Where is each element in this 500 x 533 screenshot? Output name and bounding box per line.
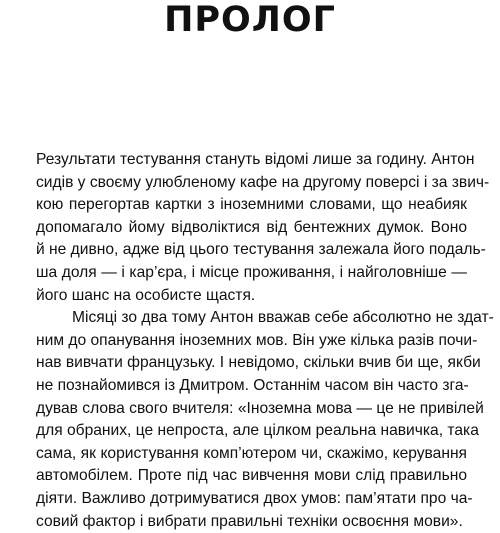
paragraph-1 — [36, 149, 467, 307]
text-line: сидів у своєму улюбленому кафе на другому поверсі і за звич- — [36, 172, 467, 195]
text-line: Місяці зо два тому Антон вважав себе абсолютно не здат- — [36, 307, 467, 330]
text-line: допомагало йому відволіктися від бентежних думок. Воно — [36, 217, 467, 240]
text-line: нав вивчати французьку. І невідомо, скільки вчив би ще, якби — [36, 352, 467, 375]
text-line: совий фактор і вибрати правильні техніки освоєння мови». — [36, 511, 467, 533]
text-line: автомобілем. Проте під час вивчення мови слід правильно — [36, 465, 467, 488]
text-line: сама, як користування комп’ютером чи, скажімо, керування — [36, 443, 467, 466]
text-line: ша доля — і кар’єра, і місце проживання, і найголовніше — — [36, 262, 467, 285]
text-line: кою перегортав картки з іноземними словами, що неабияк — [36, 194, 467, 217]
text-line: дував слова свого вчителя: «Іноземна мова — це не привілей — [36, 398, 467, 421]
body-text — [36, 149, 467, 533]
text-line: діяти. Важливо дотримуватися двох умов: пам’ятати про ча- — [36, 488, 467, 511]
text-line: ним до опанування іноземних мов. Він уже кілька разів почи- — [36, 330, 467, 353]
text-line: не познайомився із Дмитром. Останнім часом він часто зга- — [36, 375, 467, 398]
text-line: його шанс на особисте щастя. — [36, 285, 467, 308]
text-line: Результати тестування стануть відомі лише за годину. Антон — [36, 149, 467, 172]
text-line: й не дивно, адже від цього тестування залежала його подаль- — [36, 239, 467, 262]
text-line: для обраних, це непроста, але цілком реальна навичка, така — [36, 420, 467, 443]
paragraph-2 — [36, 307, 467, 533]
chapter-title: ПРОЛОГ — [0, 0, 500, 42]
